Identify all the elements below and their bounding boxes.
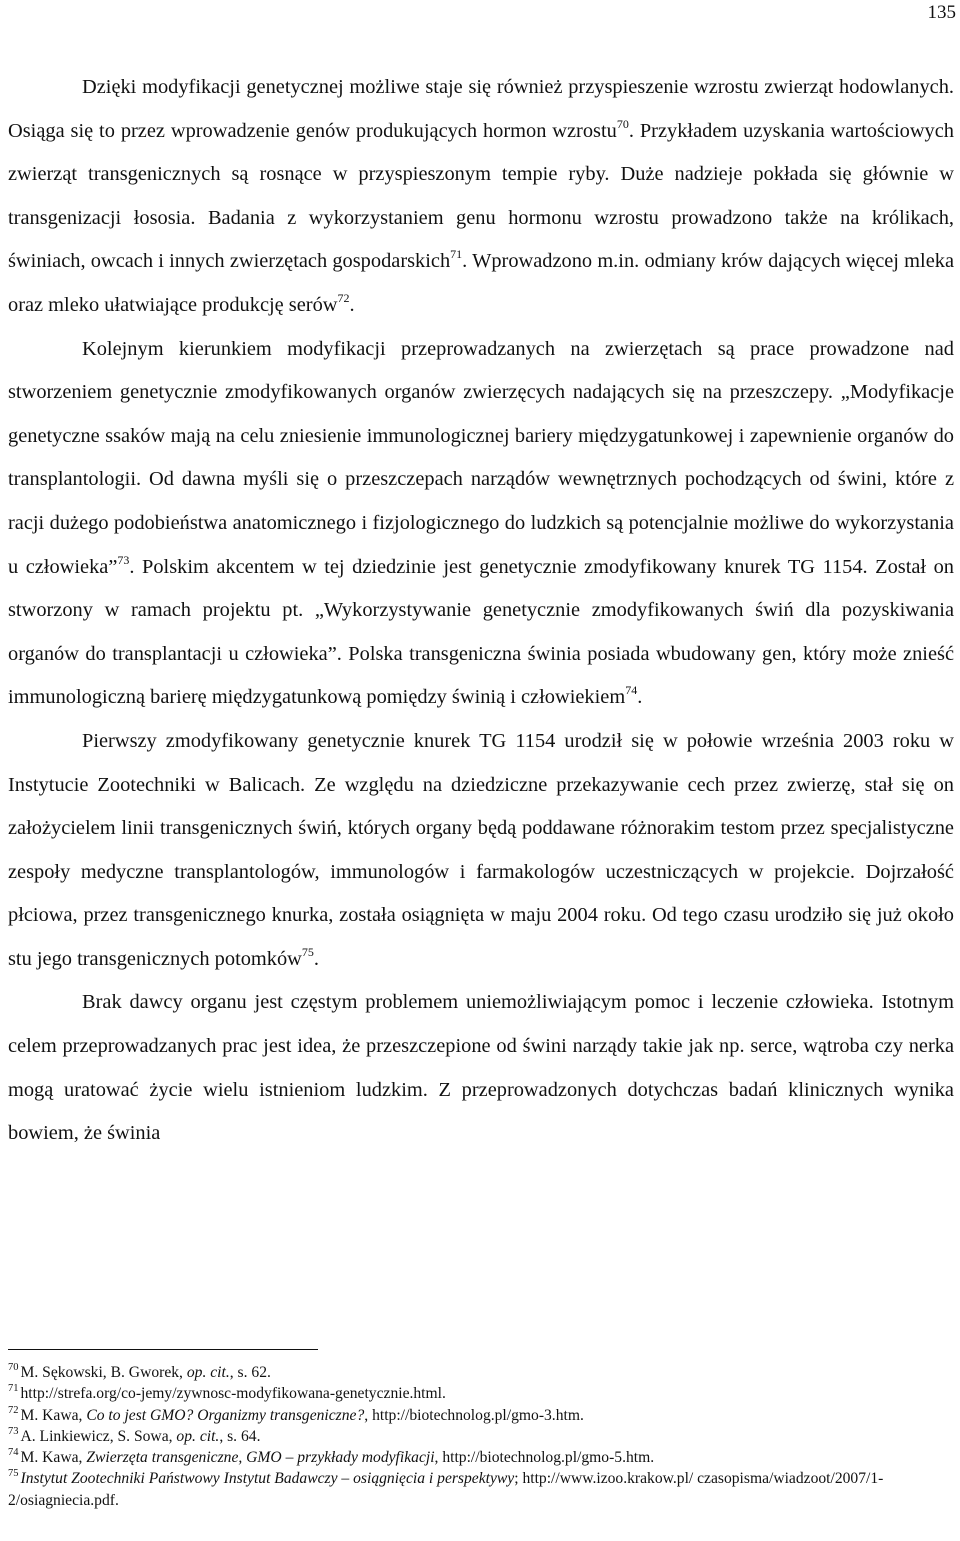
footnote-ref-72[interactable]: 72 <box>337 290 350 305</box>
footnotes <box>8 1362 954 1511</box>
page-number: 135 <box>927 2 956 23</box>
footnote-70 <box>8 1362 954 1383</box>
text-run: . Polskim akcentem w tej dziedzinie jest genetycznie zmodyfikowany knurek TG 1154. Został on stworzony w ramach projektu pt. „Wykorzystywanie genetycznie zmodyfikowanych świń dla pozyskiwania organów do transplantacji u człowieka”. Polska transgeniczna świnia posiada wbudowany gen, który może znieść immunologiczną barierę międzygatunkową pomiędzy świnią i człowiekiem <box>8 555 954 709</box>
text-run: . <box>313 947 320 970</box>
paragraph-3 <box>8 720 954 982</box>
footnote-number: 75 <box>8 1468 19 1480</box>
footnote-text: M. Kawa, <box>20 1406 87 1424</box>
footnote-ref-75[interactable]: 75 <box>301 944 314 959</box>
footnote-link[interactable]: , http://biotechnolog.pl/gmo-5.htm. <box>434 1449 655 1467</box>
text-run: Brak dawcy organu jest częstym problemem uniemożliwiającym pomoc i leczenie człowieka. Istotnym celem przeprowadzanych prac jest idea, że przeszczepione od świni narządy takie jak np. serce, wątroba czy nerka mogą uratować życie wielu istnieniom ludzkim. Z przeprowadzonych dotychczas badań klinicznych wynika bowiem, że świnia <box>8 991 954 1145</box>
footnote-number: 74 <box>8 1447 19 1459</box>
footnote-text: , s. 62. <box>229 1364 271 1381</box>
footnote-italic: op. cit. <box>176 1427 220 1445</box>
footnote-divider <box>8 1349 318 1350</box>
footnote-ref-71[interactable]: 71 <box>450 247 463 262</box>
text-run: Pierwszy zmodyfikowany genetycznie knurek TG 1154 urodził się w połowie września 2003 roku w Instytucie Zootechniki w Balicach. Ze względu na dziedziczne przekazywanie cech przez zwierzę, stał się on założycielem linii transgenicznych świń, których organy będą poddawane różnorakim testom przez specjalistyczne zespoły medyczne transplantologów, immunologów i farmakologów uczestniczących w projekcie. Dojrzałość płciowa, przez transgenicznego knurka, została osiągnięta w maju 2004 roku. Od tego czasu urodziło się już około stu jego transgenicznych potomków <box>8 729 954 970</box>
text-run: Kolejnym kierunkiem modyfikacji przeprowadzanych na zwierzętach są prace prowadzone nad stworzeniem genetycznie zmodyfikowanych organów zwierzęcych nadających się na przeszczepy. „Modyfikacje genetyczne ssaków mają na celu zniesienie immunologicznej bariery międzygatunkowej i zapewnienie organów do transplantologii. Od dawna myśli się o przeszczepach narządów wewnętrznych pochodzących od świni, które z racji dużego podobieństwa anatomicznego i fizjologicznego do ludzkich są potencjalnie możliwe do wykorzystania u człowieka” <box>8 337 954 578</box>
paragraph-4 <box>8 981 954 1155</box>
footnote-text: M. Sękowski, B. Gworek, <box>20 1364 187 1381</box>
paragraph-1 <box>8 66 954 328</box>
footnote-italic: Co to jest GMO? Organizmy transgeniczne? <box>86 1406 365 1424</box>
text-run: . <box>349 293 355 316</box>
footnote-number: 72 <box>8 1404 19 1416</box>
footnote-link[interactable]: ; http://www.izoo.krakow.pl/ czasopisma/wiadzoot/2007/1-2/osiagniecia.pdf. <box>8 1470 884 1509</box>
footnote-link[interactable]: http://strefa.org/co-jemy/zywnosc-modyfikowana-genetycznie.html. <box>20 1385 446 1403</box>
footnote-73 <box>8 1426 954 1447</box>
text-run: . Przykładem uzyskania wartościowych zwierząt transgenicznych są rosnące w przyspieszonym tempie ryby. Duże nadzieje pokłada się głównie w transgenizacji łososia. Badania z wykorzystaniem genu hormonu wzrostu prowadzono także na królikach, świniach, owcach i innych zwierzętach gospodarskich <box>8 119 954 273</box>
footnote-75 <box>8 1468 954 1511</box>
footnote-text: A. Linkiewicz, S. Sowa, <box>20 1427 177 1445</box>
footnote-italic: op. cit. <box>186 1364 230 1381</box>
paragraph-2 <box>8 328 954 720</box>
text-run: Dzięki modyfikacji genetycznej możliwe staje się również przyspieszenie wzrostu zwierząt hodowlanych. Osiąga się to przez wprowadzenie genów produkujących hormon wzrostu <box>8 76 954 142</box>
footnote-italic: Zwierzęta transgeniczne, GMO – przykłady modyfikacji <box>86 1449 435 1467</box>
footnote-number: 70 <box>8 1362 19 1373</box>
footnote-link[interactable]: , http://biotechnolog.pl/gmo-3.htm. <box>364 1406 584 1424</box>
footnote-number: 73 <box>8 1425 19 1437</box>
footnote-italic: Instytut Zootechniki Państwowy Instytut Badawczy – osiągnięcia i perspektywy <box>20 1470 515 1488</box>
footnote-74 <box>8 1447 954 1468</box>
text-run: . Wprowadzono m.in. odmiany krów dających więcej mleka oraz mleko ułatwiające produkcję serów <box>8 250 954 316</box>
footnote-71 <box>8 1383 954 1404</box>
footnote-ref-74[interactable]: 74 <box>625 683 638 698</box>
body-text <box>8 66 954 1156</box>
footnote-text: , s. 64. <box>219 1427 261 1445</box>
footnote-ref-73[interactable]: 73 <box>117 552 130 567</box>
footnote-number: 71 <box>8 1383 19 1395</box>
footnote-ref-70[interactable]: 70 <box>616 116 629 131</box>
text-run: . <box>637 686 643 709</box>
footnote-text: M. Kawa, <box>20 1449 87 1467</box>
footnote-72 <box>8 1405 954 1426</box>
